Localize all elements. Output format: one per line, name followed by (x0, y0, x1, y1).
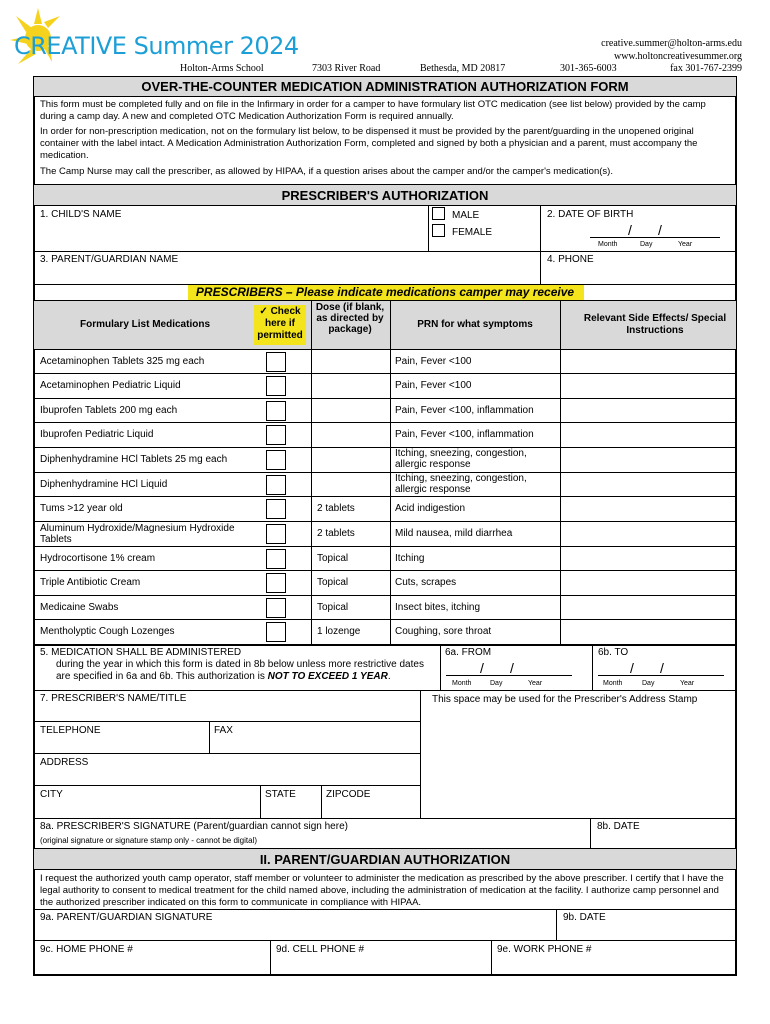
dob-day: Day (640, 241, 653, 248)
permit-checkbox[interactable] (266, 376, 286, 396)
med-name: Diphenhydramine HCl Tablets 25 mg each (40, 454, 228, 465)
telephone-label: TELEPHONE (40, 725, 101, 736)
phone-field[interactable] (547, 266, 727, 282)
city-address: Bethesda, MD 20817 (420, 63, 506, 74)
side-effects-field[interactable] (562, 424, 734, 446)
home-phone-label: 9c. HOME PHONE # (40, 944, 133, 955)
contact-phone: 301-365-6003 (560, 63, 617, 74)
col-prn-header: PRN for what symptoms (417, 319, 533, 330)
med-dose: Topical (317, 577, 349, 588)
med-dose: 2 tablets (317, 503, 355, 514)
admin-line1: 5. MEDICATION SHALL BE ADMINISTERED (40, 647, 242, 658)
prescriber-signature-label: 8a. PRESCRIBER'S SIGNATURE (Parent/guardian cannot sign here) (40, 821, 348, 832)
intro-paragraph-3: The Camp Nurse may call the prescriber, as allowed by HIPAA, if a question arises about the camper and/or the camper's medication(s). (40, 166, 613, 177)
female-checkbox[interactable] (432, 224, 445, 237)
address-field[interactable] (40, 769, 415, 783)
dob-month: Month (598, 241, 618, 248)
permit-checkbox[interactable] (266, 401, 286, 421)
med-dose: 2 tablets (317, 528, 355, 539)
from-label: 6a. FROM (445, 647, 492, 658)
med-prn: Cuts, scrapes (395, 577, 457, 588)
parent-signature-label: 9a. PARENT/GUARDIAN SIGNATURE (40, 912, 213, 923)
cell-phone-label: 9d. CELL PHONE # (276, 944, 365, 955)
parent-date-label: 9b. DATE (563, 912, 606, 923)
dob-year: Year (678, 241, 693, 248)
med-prn: Itching (395, 553, 425, 564)
zip-label: ZIPCODE (326, 789, 371, 800)
side-effects-field[interactable] (562, 375, 734, 397)
col-check-header (254, 306, 306, 342)
admin-line2: during the year in which this form is dated in 8b below unless more restrictive dates (56, 659, 424, 670)
intro-paragraph-2-text: In order for non-prescription medication, not on the formulary list below, to be dispensed it must be provided by the parent/guarding in the unopened original container with the label intact. A Medication Administration Authorization Form, completed and signed by both a physician and a parent, must accompany the medication. (40, 126, 698, 161)
home-phone-field[interactable] (40, 956, 265, 972)
side-effects-field[interactable] (562, 597, 734, 618)
permit-checkbox[interactable] (266, 499, 286, 519)
form-title: OVER-THE-COUNTER MEDICATION ADMINISTRATION AUTHORIZATION FORM (141, 79, 629, 94)
med-name: Ibuprofen Tablets 200 mg each (40, 405, 178, 416)
school-name: Holton-Arms School (180, 63, 264, 74)
med-prn: Itching, sneezing, congestion, allergic response (395, 473, 527, 495)
col-check-text: Check here if permitted (257, 306, 303, 341)
med-dose: 1 lozenge (317, 626, 361, 637)
side-effects-field[interactable] (562, 621, 734, 643)
col-side-header: Relevant Side Effects/ Special Instructions (583, 313, 727, 336)
med-name: Acetaminophen Tablets 325 mg each (40, 356, 205, 367)
col-med-header: Formulary List Medications (79, 319, 211, 330)
med-prn: Pain, Fever <100, inflammation (395, 405, 534, 416)
med-prn: Pain, Fever <100 (395, 380, 472, 391)
med-name: Mentholyptic Cough Lozenges (40, 626, 175, 637)
contact-fax: fax 301-767-2399 (670, 63, 742, 74)
side-effects-field[interactable] (562, 474, 734, 495)
med-name: Diphenhydramine HCl Liquid (40, 479, 168, 490)
parent-name-label: 3. PARENT/GUARDIAN NAME (40, 254, 179, 265)
med-prn: Acid indigestion (395, 503, 466, 514)
prescriber-signature-note: (original signature or signature stamp only - cannot be digital) (40, 836, 258, 845)
med-name: Ibuprofen Pediatric Liquid (40, 429, 154, 440)
phone-label: 4. PHONE (547, 254, 594, 265)
side-effects-field[interactable] (562, 449, 734, 471)
from-year: Year (528, 680, 543, 687)
dob-label: 2. DATE OF BIRTH (547, 209, 634, 220)
child-name-field[interactable] (40, 222, 425, 248)
med-prn: Itching, sneezing, congestion, allergic response (395, 448, 527, 470)
prescriber-name-label: 7. PRESCRIBER'S NAME/TITLE (40, 693, 187, 704)
med-prn: Mild nausea, mild diarrhea (395, 528, 513, 539)
col-dose-header: Dose (if blank, as directed by package) (315, 302, 385, 335)
side-effects-field[interactable] (562, 548, 734, 569)
parent-consent-text: I request the authorized youth camp operator, staff member or volunteer to administer the medication as prescribed by the above prescriber. I certify that I have the legal authority to consent to medical treatment for the child named above, including the administration of medication at the facility. I authorize camp personnel and the authorized prescriber indicated on this form to communicate in compliance with HIPAA. (40, 873, 724, 908)
med-name: Tums >12 year old (40, 503, 123, 514)
prescriber-section-title: PRESCRIBER'S AUTHORIZATION (281, 188, 489, 203)
permit-checkbox[interactable] (266, 352, 286, 372)
intro-paragraph-1: This form must be completed fully and on file in the Infirmary in order for a camper to have formulary list OTC medication (see list below) provided by the camp during a camp day. A new and completed OTC Medication Authorization Form is required annually. (40, 99, 706, 122)
fax-field[interactable] (214, 737, 414, 751)
to-year: Year (680, 680, 695, 687)
contact-website[interactable]: www.holtoncreativesummer.org (613, 51, 742, 62)
address-label: ADDRESS (40, 757, 89, 768)
med-name: Hydrocortisone 1% cream (40, 553, 156, 564)
side-effects-field[interactable] (562, 523, 734, 545)
med-dose: Topical (317, 553, 349, 564)
intro-paragraph-2 (40, 126, 730, 162)
med-name: Triple Antibiotic Cream (40, 577, 141, 588)
admin-line3-b: NOT TO EXCEED 1 YEAR (267, 671, 388, 682)
to-month: Month (603, 680, 623, 687)
admin-line3-a: are specified in 6a and 6b. This authorization is (56, 671, 268, 682)
to-day: Day (642, 680, 655, 687)
address-stamp-area[interactable] (421, 708, 735, 818)
side-effects-field[interactable] (562, 498, 734, 520)
city-field[interactable] (40, 801, 255, 815)
permit-checkbox[interactable] (266, 622, 286, 642)
permit-checkbox[interactable] (266, 573, 286, 593)
male-checkbox[interactable] (432, 207, 445, 220)
state-label: STATE (265, 789, 296, 800)
child-name-label: 1. CHILD'S NAME (40, 209, 122, 220)
parent-section-title: II. PARENT/GUARDIAN AUTHORIZATION (259, 852, 511, 867)
med-name: Medicaine Swabs (40, 602, 119, 613)
address-stamp-note: This space may be used for the Prescriber's Address Stamp (432, 694, 698, 705)
to-label: 6b. TO (598, 647, 629, 658)
admin-line3-c: . (387, 671, 391, 682)
parent-date-field[interactable] (563, 924, 728, 938)
med-prn: Pain, Fever <100 (395, 356, 472, 367)
cell-phone-field[interactable] (276, 956, 486, 972)
prescriber-name-field[interactable] (40, 705, 415, 719)
telephone-field[interactable] (40, 737, 205, 751)
med-prn: Insect bites, itching (395, 602, 481, 613)
male-label: MALE (452, 210, 480, 221)
permit-checkbox[interactable] (266, 549, 286, 569)
side-effects-field[interactable] (562, 572, 734, 594)
dob-field[interactable]: / / (590, 224, 720, 240)
parent-name-field[interactable] (40, 266, 535, 282)
from-month: Month (452, 680, 472, 687)
fax-label: FAX (214, 725, 233, 736)
permit-checkbox[interactable] (266, 598, 286, 618)
prescriber-date-label: 8b. DATE (597, 821, 640, 832)
med-name: Acetaminophen Pediatric Liquid (40, 380, 181, 391)
prescriber-date-field[interactable] (597, 832, 727, 846)
street-address: 7303 River Road (312, 63, 381, 74)
side-effects-field[interactable] (562, 400, 734, 421)
logo (8, 6, 308, 68)
checkmark-icon: ✓ (259, 306, 268, 317)
med-name: Aluminum Hydroxide/Magnesium Hydroxide Tablets (40, 523, 235, 545)
contact-email[interactable]: creative.summer@holton-arms.edu (601, 38, 742, 49)
permit-checkbox[interactable] (266, 450, 286, 470)
permit-checkbox[interactable] (266, 425, 286, 445)
work-phone-label: 9e. WORK PHONE # (497, 944, 592, 955)
logo-text: CREATIVE Summer 2024 (14, 32, 299, 60)
work-phone-field[interactable] (497, 956, 727, 972)
from-day: Day (490, 680, 503, 687)
med-dose: Topical (317, 602, 349, 613)
female-label: FEMALE (452, 227, 493, 238)
permit-checkbox[interactable] (266, 524, 286, 544)
permit-checkbox[interactable] (266, 475, 286, 495)
to-date-field[interactable]: / / (598, 662, 724, 678)
parent-signature-field[interactable] (40, 924, 552, 938)
from-date-field[interactable]: / / (446, 662, 572, 678)
state-field[interactable] (265, 801, 317, 815)
med-prn: Coughing, sore throat (395, 626, 492, 637)
zip-field[interactable] (326, 801, 416, 815)
side-effects-field[interactable] (562, 351, 734, 372)
admin-line3 (56, 671, 391, 682)
city-label: CITY (40, 789, 63, 800)
med-banner-text: PRESCRIBERS – Please indicate medications camper may receive (195, 285, 575, 299)
med-prn: Pain, Fever <100, inflammation (395, 429, 534, 440)
